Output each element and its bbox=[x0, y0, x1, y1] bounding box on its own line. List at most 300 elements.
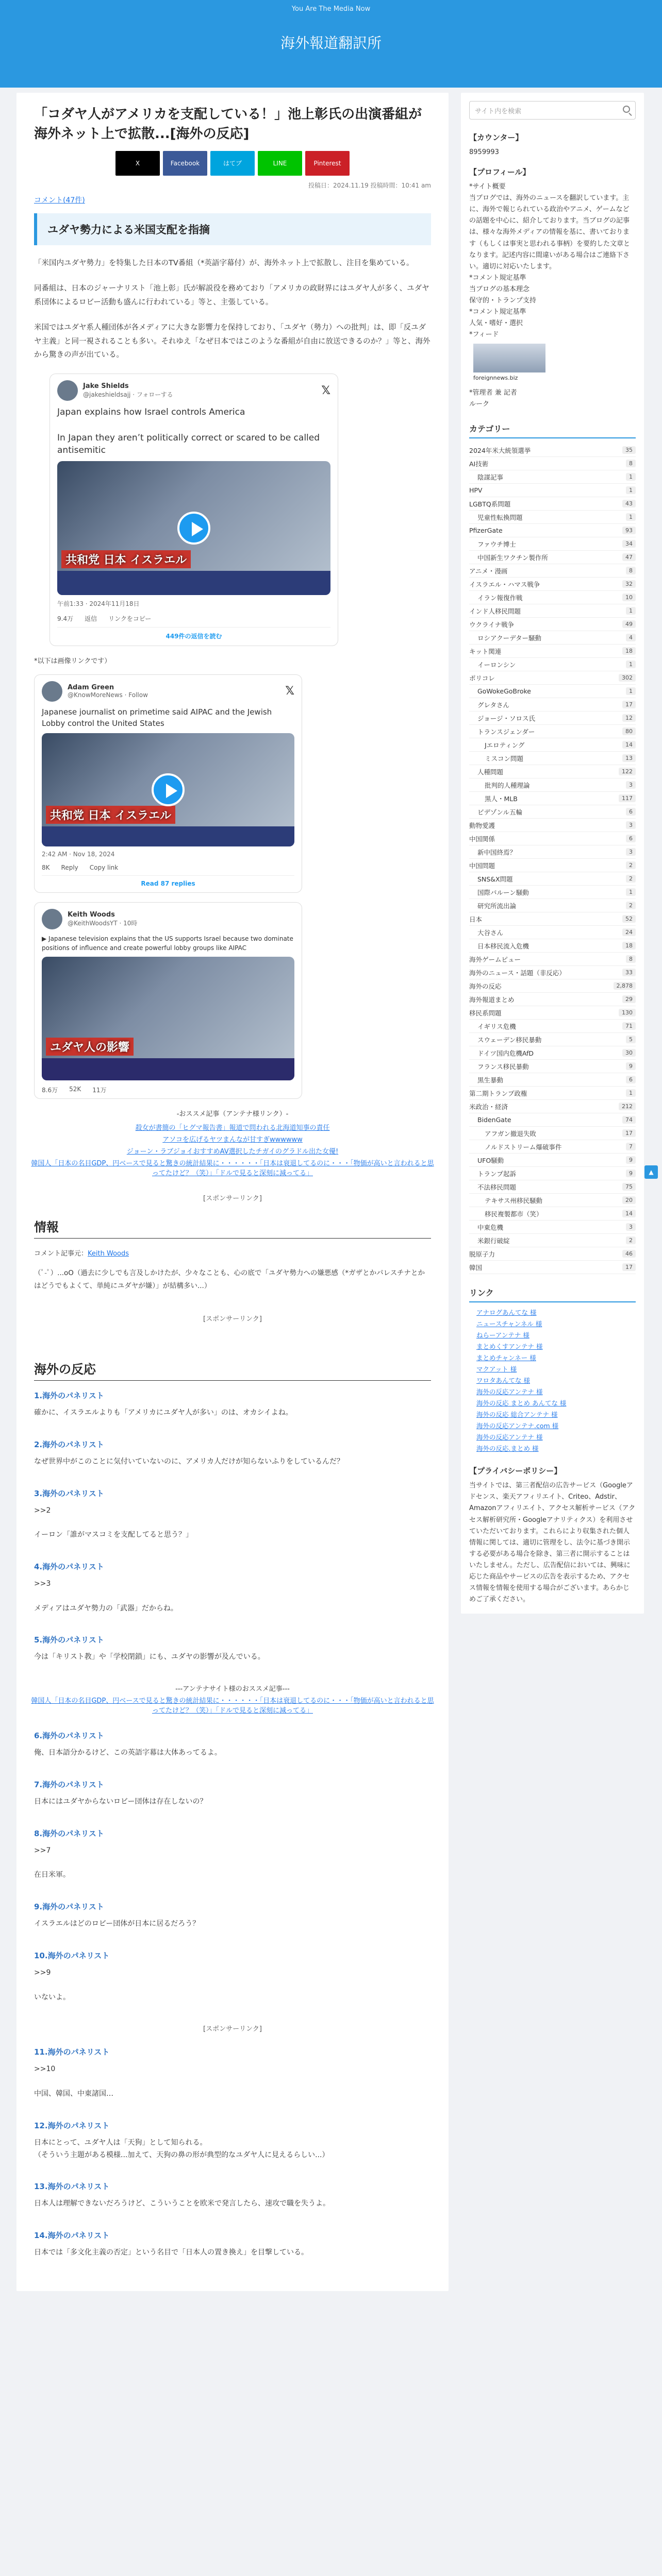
comment-list bbox=[29, 1390, 436, 2259]
feed-image[interactable] bbox=[473, 344, 545, 372]
category-label[interactable]: BidenGate bbox=[477, 1116, 511, 1124]
share-button-line[interactable]: LINE bbox=[258, 151, 302, 176]
video-caption: 共和党 日本 イスラエル bbox=[61, 550, 191, 568]
scroll-top-button[interactable]: ▲ bbox=[644, 1165, 658, 1179]
category-item[interactable] bbox=[469, 470, 636, 484]
category-count: 1 bbox=[626, 486, 636, 494]
category-count: 71 bbox=[622, 1022, 636, 1030]
category-count: 2 bbox=[626, 1236, 636, 1244]
post-date: 投稿日：2024.11.19 投稿時間：10:41 am bbox=[308, 182, 431, 190]
blogroll-link[interactable]: アナログあんてな 様 bbox=[476, 1309, 537, 1317]
blogroll-link[interactable]: マクアット 様 bbox=[476, 1365, 517, 1374]
comment-text: 日本では「多文化主義の否定」という名目で「日本人の置き換え」を目撃している。 bbox=[34, 2248, 308, 2257]
comment-text: 確かに、イスラエルよりも「アメリカにユダヤ人が多い」のは、オカシイよね。 bbox=[34, 1409, 293, 1417]
category-item[interactable] bbox=[469, 658, 636, 671]
category-count: 130 bbox=[619, 1009, 636, 1016]
search-icon[interactable] bbox=[623, 106, 630, 113]
embedded-tweet-2[interactable] bbox=[34, 674, 302, 893]
category-count: 117 bbox=[619, 794, 636, 802]
category-label[interactable]: 新中国終焉？ bbox=[477, 848, 517, 856]
category-count: 17 bbox=[622, 1129, 636, 1137]
category-item[interactable] bbox=[469, 671, 636, 685]
category-label[interactable]: ロシアクーデター騒動 bbox=[477, 634, 542, 642]
category-count: 8 bbox=[626, 955, 636, 963]
category-count: 43 bbox=[622, 500, 636, 507]
link-list bbox=[469, 1308, 636, 1453]
category-label[interactable]: 韓国 bbox=[469, 1263, 483, 1272]
blogroll-link[interactable]: 海外の反応アンテナ 様 bbox=[476, 1433, 543, 1442]
category-label[interactable]: 移民系問題 bbox=[469, 1009, 502, 1017]
category-label[interactable]: UFO騒動 bbox=[477, 1156, 504, 1164]
category-item[interactable] bbox=[469, 966, 636, 979]
commenter-name: 10.海外のパネリスト bbox=[34, 1951, 110, 1960]
category-count: 3 bbox=[626, 1223, 636, 1231]
category-label[interactable]: 第二期トランプ政権 bbox=[469, 1089, 527, 1097]
like-count[interactable]: 9.4万 bbox=[57, 615, 74, 622]
category-count: 75 bbox=[622, 1183, 636, 1191]
category-item[interactable] bbox=[469, 591, 636, 604]
links-title: リンク bbox=[469, 1286, 636, 1302]
category-item[interactable] bbox=[469, 497, 636, 511]
category-count: 49 bbox=[622, 620, 636, 628]
commenter-name: 4.海外のパネリスト bbox=[34, 1562, 104, 1572]
category-item[interactable] bbox=[469, 578, 636, 591]
category-item[interactable] bbox=[469, 1033, 636, 1046]
category-item[interactable] bbox=[469, 792, 636, 805]
paragraph-2: 同番組は、日本のジャーナリスト「池上彰」氏が解説役を務めており「アメリカの政財界にはユダヤ人が多く、ユダヤ系団体によるロビー活動も盛んに行われている」等と、主張している。 bbox=[34, 284, 429, 307]
commenter-name: 13.海外のパネリスト bbox=[34, 2182, 110, 2192]
category-count: 5 bbox=[626, 1036, 636, 1043]
category-label[interactable]: グレタさん bbox=[477, 701, 510, 709]
category-list bbox=[469, 444, 636, 1274]
category-label[interactable]: インド人移民問題 bbox=[469, 607, 521, 615]
category-label[interactable]: ポリコレ bbox=[469, 674, 495, 682]
tweet-text: Japanese journalist on primetime said AIPAC and the Jewish Lobby control the United States bbox=[42, 707, 272, 728]
category-label[interactable]: 日本 bbox=[469, 915, 483, 923]
category-label[interactable]: ノルドストリーム爆破事件 bbox=[485, 1143, 562, 1151]
category-item[interactable] bbox=[469, 484, 636, 497]
search-input[interactable]: サイト内を検索 bbox=[475, 107, 522, 115]
category-count: 13 bbox=[622, 754, 636, 762]
category-item[interactable] bbox=[469, 926, 636, 939]
category-item[interactable] bbox=[469, 511, 636, 524]
play-icon[interactable] bbox=[152, 773, 185, 806]
sponsor-label: [スポンサーリンク] bbox=[203, 2025, 262, 2033]
reply-button[interactable]: 返信 bbox=[85, 615, 97, 622]
category-label[interactable]: 大谷さん bbox=[477, 928, 504, 937]
category-item[interactable] bbox=[469, 645, 636, 658]
category-item[interactable] bbox=[469, 912, 636, 926]
category-label[interactable]: SNS&X問題 bbox=[477, 875, 513, 883]
category-label[interactable]: イギリス危機 bbox=[477, 1022, 516, 1030]
category-item[interactable] bbox=[469, 1100, 636, 1113]
category-item[interactable] bbox=[469, 725, 636, 738]
comment-text: イスラエルはどのロビー団体が日本に居るだろう？ bbox=[34, 1920, 200, 1928]
tweet-text: Japan explains how Israel controls America In Japan they aren’t politically correct or scared to be called antisemitic bbox=[57, 407, 320, 456]
category-label[interactable]: AI技術 bbox=[469, 460, 489, 468]
category-count: 1 bbox=[626, 687, 636, 695]
category-item[interactable] bbox=[469, 752, 636, 765]
category-label[interactable]: 海外の反応 bbox=[469, 982, 502, 990]
category-item[interactable] bbox=[469, 939, 636, 953]
info-body: （ﾟ-ﾟ）...oO（過去に少しでも言及しかけたが、少々なことも、心の底で「ユダヤ勢力への嫌悪感（*ガザとかパレスチナとかはどうでもよくて、単純にユダヤが嫌）」が結構多い...） bbox=[34, 1269, 425, 1291]
blogroll-link[interactable]: ねらーアンテナ 様 bbox=[476, 1331, 529, 1340]
recommend-title: -おススメ記事（アンテナ様リンク）- bbox=[176, 1110, 289, 1118]
category-label[interactable]: 不法移民問題 bbox=[477, 1183, 517, 1191]
copy-link-button[interactable]: Copy link bbox=[89, 864, 119, 872]
rule-link[interactable]: 保守的・トランプ支持 bbox=[469, 297, 537, 305]
category-label[interactable]: トランプ起訴 bbox=[477, 1170, 517, 1178]
tweet-author: Jake Shields bbox=[83, 382, 129, 391]
category-item[interactable] bbox=[469, 1113, 636, 1127]
category-item[interactable] bbox=[469, 738, 636, 752]
category-count: 74 bbox=[622, 1116, 636, 1124]
feed-caption: foreignnews.biz bbox=[473, 375, 518, 382]
tweet-handle[interactable]: @KeithWoodsYT · 10時 bbox=[68, 920, 138, 927]
category-count: 2 bbox=[626, 902, 636, 909]
blogroll-link[interactable]: 海外の反応 まとめ あんてな 様 bbox=[476, 1399, 567, 1408]
category-item[interactable] bbox=[469, 698, 636, 711]
comment-count-link[interactable]: コメント(47件) bbox=[34, 196, 85, 205]
category-label[interactable]: 児童性転換問題 bbox=[477, 513, 523, 521]
category-label[interactable]: PfizerGate bbox=[469, 527, 503, 535]
category-label[interactable]: ミスコン問題 bbox=[485, 754, 524, 762]
category-item[interactable] bbox=[469, 524, 636, 537]
antenna-title: ---アンテナサイト様のおススメ記事--- bbox=[175, 1685, 290, 1693]
avatar bbox=[42, 681, 62, 702]
site-header bbox=[0, 0, 662, 88]
category-item[interactable] bbox=[469, 872, 636, 886]
category-label[interactable]: イスラエル・ハマス戦争 bbox=[469, 580, 540, 588]
category-label[interactable]: 海外報道まとめ bbox=[469, 995, 515, 1004]
recommend-link[interactable]: 韓国人「日本の名目GDP、円ベースで見ると驚きの統計結果に・・・・・・「日本は衰退してるのに・・・「物価が高いと言われると思ってたけど？（笑）」「ドルで見ると深刻に減ってる」 bbox=[31, 1160, 434, 1178]
recommended-articles bbox=[29, 1108, 436, 1177]
commenter-name: 12.海外のパネリスト bbox=[34, 2121, 110, 2130]
category-item[interactable] bbox=[469, 1180, 636, 1194]
category-count: 212 bbox=[619, 1103, 636, 1110]
section-heading: ユダヤ勢力による米国支配を指摘 bbox=[34, 213, 431, 245]
category-label[interactable]: 2024年米大統領選挙 bbox=[469, 446, 531, 454]
recommend-link[interactable]: ジョーン・ラブジョイおすすめAV選択したチガイのグラドル出た女優! bbox=[126, 1148, 339, 1156]
category-item[interactable] bbox=[469, 899, 636, 912]
read-replies-link[interactable]: Read 87 replies bbox=[42, 875, 294, 892]
category-count: 2,878 bbox=[614, 982, 636, 990]
blogroll-link[interactable]: ニュースチャンネル 様 bbox=[476, 1320, 542, 1328]
category-count: 47 bbox=[622, 553, 636, 561]
category-count: 32 bbox=[622, 580, 636, 588]
admin-label: *管理者 兼 記者 bbox=[469, 389, 517, 397]
category-label[interactable]: 批判的人種理論 bbox=[485, 781, 530, 789]
category-item[interactable] bbox=[469, 1060, 636, 1073]
rule-link[interactable]: 当ブログの基本理念 bbox=[469, 285, 530, 293]
category-item[interactable] bbox=[469, 953, 636, 966]
category-label[interactable]: ウクライナ戦争 bbox=[469, 620, 515, 629]
category-count: 12 bbox=[622, 714, 636, 722]
commenter-name: 11.海外のパネリスト bbox=[34, 2047, 110, 2057]
category-count: 1 bbox=[626, 513, 636, 521]
category-item[interactable] bbox=[469, 886, 636, 899]
tweet-date: 午前1:33 · 2024年11月18日 bbox=[57, 600, 140, 607]
commenter-name: 7.海外のパネリスト bbox=[34, 1780, 104, 1789]
category-label[interactable]: トランスジェンダー bbox=[477, 727, 535, 736]
category-count: 29 bbox=[622, 995, 636, 1003]
x-logo-icon[interactable]: 𝕏 bbox=[285, 685, 294, 698]
category-count: 30 bbox=[622, 1049, 636, 1057]
comment-source-label: コメント記事元： bbox=[34, 1250, 88, 1258]
antenna-recommend bbox=[29, 1683, 436, 1715]
category-item[interactable] bbox=[469, 537, 636, 551]
read-replies-link[interactable]: 449件の返信を読む bbox=[57, 627, 330, 646]
article bbox=[16, 93, 449, 2291]
recommend-link[interactable]: 殺女が書簡の「ヒグマ報告書」報道で問われる北海道知事の責任 bbox=[135, 1124, 330, 1132]
commenter-name: 5.海外のパネリスト bbox=[34, 1635, 104, 1645]
category-label[interactable]: 日本移民流入危機 bbox=[477, 942, 529, 950]
category-label[interactable]: ファウチ博士 bbox=[477, 540, 516, 548]
share-button-facebook[interactable]: Facebook bbox=[163, 151, 207, 176]
blogroll-link[interactable]: ワロタあんてな 様 bbox=[476, 1377, 530, 1385]
tweet-video[interactable] bbox=[42, 733, 294, 846]
image-link-note: *以下は画像リンクです） bbox=[34, 657, 111, 665]
like-count[interactable]: 8K bbox=[42, 864, 50, 872]
category-count: 6 bbox=[626, 1076, 636, 1083]
rule-link[interactable]: *コメント規定基準 bbox=[469, 274, 526, 282]
tweet-handle[interactable]: @KnowMoreNews · Follow bbox=[68, 691, 148, 699]
category-label[interactable]: 移民複製都市（笑） bbox=[485, 1210, 543, 1218]
share-button-pinterest[interactable]: Pinterest bbox=[305, 151, 350, 176]
category-label[interactable]: ジョージ・ソロス氏 bbox=[477, 714, 536, 722]
category-item[interactable] bbox=[469, 444, 636, 457]
category-item[interactable] bbox=[469, 1154, 636, 1167]
category-item[interactable] bbox=[469, 457, 636, 470]
sidebar bbox=[461, 93, 644, 1614]
category-label[interactable]: 人種問題 bbox=[477, 768, 504, 776]
rule-link[interactable]: *コメント規定基準 bbox=[469, 308, 526, 316]
category-label[interactable]: キット関連 bbox=[469, 647, 502, 655]
category-item[interactable] bbox=[469, 832, 636, 845]
like-count[interactable]: 8.6万 bbox=[42, 1087, 58, 1094]
category-label[interactable]: 中国問題 bbox=[469, 861, 495, 870]
category-item[interactable] bbox=[469, 1207, 636, 1221]
category-label[interactable]: 米政治・経済 bbox=[469, 1103, 508, 1111]
comment-source-link[interactable]: Keith Woods bbox=[88, 1250, 129, 1258]
category-label[interactable]: 海外ゲームピュー bbox=[469, 955, 521, 963]
category-count: 3 bbox=[626, 781, 636, 789]
category-label[interactable]: 中国新生ワクチン製作所 bbox=[477, 553, 548, 562]
category-item[interactable] bbox=[469, 1194, 636, 1207]
category-count: 7 bbox=[626, 1143, 636, 1150]
share-buttons bbox=[29, 151, 436, 176]
category-item[interactable] bbox=[469, 859, 636, 872]
category-count: 9 bbox=[626, 1170, 636, 1177]
category-count: 18 bbox=[622, 647, 636, 655]
category-count: 80 bbox=[622, 727, 636, 735]
category-count: 6 bbox=[626, 808, 636, 816]
category-count: 1 bbox=[626, 1089, 636, 1097]
category-count: 1 bbox=[626, 888, 636, 896]
category-label[interactable]: 黒生暴動 bbox=[477, 1076, 504, 1084]
video-caption: ユダヤ人の影響 bbox=[46, 1038, 134, 1056]
category-item[interactable] bbox=[469, 993, 636, 1006]
profile-subtitle: *サイト概要 bbox=[469, 183, 506, 191]
category-label[interactable]: HPV bbox=[469, 486, 483, 495]
category-count: 20 bbox=[622, 1196, 636, 1204]
play-icon[interactable] bbox=[177, 512, 210, 545]
profile-text: 当ブログでは、海外のニュースを翻訳しています。主に、海外で報じられている政治やアニメ、ゲームなどの話題を中心に、紹介しております。当ブログの記事は、様々な海外メディアの情報を基に、書いております（もしくは事実と思われる事柄）を要約した文章となります。記述内容に間違いがある場合はご連絡下さい。適切に対応いたします。 bbox=[469, 194, 631, 270]
post-meta bbox=[34, 181, 431, 190]
tweet-video[interactable] bbox=[42, 957, 294, 1080]
category-label[interactable]: テキサス州移民騒動 bbox=[485, 1196, 543, 1205]
x-logo-icon[interactable]: 𝕏 bbox=[321, 384, 330, 397]
category-item[interactable] bbox=[469, 778, 636, 792]
site-search[interactable] bbox=[469, 101, 636, 120]
reactions-heading: 海外の反応 bbox=[34, 1359, 431, 1381]
category-item[interactable] bbox=[469, 604, 636, 618]
category-item[interactable] bbox=[469, 1046, 636, 1060]
category-label[interactable]: スウェーデン移民暴動 bbox=[477, 1036, 542, 1044]
category-count: 52 bbox=[622, 915, 636, 923]
category-item[interactable] bbox=[469, 1221, 636, 1234]
category-item[interactable] bbox=[469, 1234, 636, 1247]
embedded-tweet-1[interactable] bbox=[49, 374, 338, 646]
category-count: 302 bbox=[619, 674, 636, 682]
category-count: 9 bbox=[626, 1062, 636, 1070]
category-label[interactable]: 米銀行破綻 bbox=[477, 1236, 510, 1245]
category-label[interactable]: 黒人・MLB bbox=[485, 794, 518, 803]
avatar bbox=[57, 380, 78, 401]
category-item[interactable] bbox=[469, 1127, 636, 1140]
category-count: 1 bbox=[626, 607, 636, 615]
category-label[interactable]: 中東危機 bbox=[477, 1223, 504, 1231]
category-label[interactable]: 中国関係 bbox=[469, 835, 495, 843]
blogroll-link[interactable]: 海外の反応アンテナ.com 様 bbox=[476, 1422, 559, 1430]
share-button-x[interactable]: X bbox=[115, 151, 160, 176]
category-item[interactable] bbox=[469, 1140, 636, 1154]
comment-text: 俺、日本語分かるけど、この英語字幕は大体あってるよ。 bbox=[34, 1749, 222, 1757]
category-label[interactable]: イラン報復作戦 bbox=[477, 594, 523, 602]
category-item[interactable] bbox=[469, 711, 636, 725]
category-label[interactable]: 研究所流出論 bbox=[477, 902, 517, 910]
reply-button[interactable]: 52K bbox=[69, 1086, 81, 1093]
category-item[interactable] bbox=[469, 845, 636, 859]
recommend-link[interactable]: アソコを広げるヤツまんなが甘すぎwwwwww bbox=[162, 1136, 303, 1144]
category-count: 17 bbox=[622, 701, 636, 708]
category-item[interactable] bbox=[469, 1073, 636, 1087]
category-label[interactable]: 海外のニュース・話題（非反応） bbox=[469, 969, 566, 977]
embedded-tweet-3[interactable] bbox=[34, 902, 302, 1099]
blogroll-link[interactable]: 海外の反応アンテナ 様 bbox=[476, 1388, 543, 1396]
category-label[interactable]: GoWokeGoBroke bbox=[477, 687, 531, 696]
category-item[interactable] bbox=[469, 1087, 636, 1100]
comment-text: 日本人は理解できないだろうけど、こういうことを欧米で発言したら、速攻で職を失うよ。 bbox=[34, 2199, 330, 2208]
sponsor-label: [スポンサーリンク] bbox=[203, 1195, 262, 1203]
category-item[interactable] bbox=[469, 631, 636, 645]
tweet-text: ▶ Japanese television explains that the US supports Israel because two dominate positions of influence and create powerful lobby groups like AIPAC bbox=[42, 935, 293, 952]
category-item[interactable] bbox=[469, 805, 636, 819]
rule-links bbox=[469, 273, 636, 341]
category-item[interactable] bbox=[469, 1261, 636, 1274]
category-label[interactable]: 陰謀記事 bbox=[477, 473, 504, 481]
paragraph-1: 「米国内ユダヤ勢力」を特集した日本のTV番組（*英語字幕付）が、海外ネット上で拡散し、注目を集めている。 bbox=[34, 259, 414, 268]
privacy-title: 【プライバシーポリシー】 bbox=[469, 1466, 562, 1476]
commenter-name: 6.海外のパネリスト bbox=[34, 1731, 104, 1741]
category-label[interactable]: 脱原子力 bbox=[469, 1250, 495, 1258]
tweet-handle[interactable]: @jakeshieldsajj · フォローする bbox=[83, 391, 173, 399]
category-item[interactable] bbox=[469, 551, 636, 564]
category-count: 24 bbox=[622, 928, 636, 936]
comment-text: >>9 いないよ。 bbox=[34, 1968, 70, 2002]
category-label[interactable]: アニメ・漫画 bbox=[469, 567, 508, 575]
commenter-name: 1.海外のパネリスト bbox=[34, 1391, 104, 1401]
counter-value: 8959993 bbox=[469, 148, 499, 156]
tweet-video[interactable] bbox=[57, 461, 330, 595]
counter-title: 【カウンター】 bbox=[469, 133, 523, 142]
category-count: 10 bbox=[622, 594, 636, 601]
category-count: 34 bbox=[622, 540, 636, 548]
category-item[interactable] bbox=[469, 1247, 636, 1261]
category-item[interactable] bbox=[469, 1020, 636, 1033]
category-item[interactable] bbox=[469, 979, 636, 993]
category-count: 3 bbox=[626, 821, 636, 829]
category-item[interactable] bbox=[469, 685, 636, 698]
category-label[interactable]: ビデゾンル五輪 bbox=[477, 808, 523, 816]
rule-link[interactable]: 人気・嗜好・選択 bbox=[469, 319, 523, 328]
category-count: 17 bbox=[622, 1263, 636, 1271]
category-item[interactable] bbox=[469, 765, 636, 778]
blogroll-link[interactable]: まとめくすアンテナ 様 bbox=[476, 1343, 543, 1351]
antenna-link[interactable]: 韓国人「日本の名目GDP、円ベースで見ると驚きの統計結果に・・・・・・「日本は衰退してるのに・・・「物価が高いと言われると思ってたけど？（笑）」「ドルで見ると深刻に減ってる」 bbox=[31, 1697, 434, 1715]
category-label[interactable]: アフガン撤退失敗 bbox=[485, 1129, 536, 1138]
copy-link-button[interactable]: リンクをコピー bbox=[108, 615, 152, 622]
rule-link[interactable]: *フィード bbox=[469, 331, 499, 339]
comment-text: >>7 在日米軍。 bbox=[34, 1846, 70, 1879]
blogroll-link[interactable]: 海外の反応.まとめ 様 bbox=[476, 1445, 539, 1453]
category-label[interactable]: ドイツ国内危機AfD bbox=[477, 1049, 534, 1057]
category-count: 1 bbox=[626, 473, 636, 481]
category-item[interactable] bbox=[469, 1006, 636, 1020]
category-item[interactable] bbox=[469, 1167, 636, 1180]
category-count: 4 bbox=[626, 634, 636, 641]
category-label[interactable]: イーロンシン bbox=[477, 660, 516, 669]
category-item[interactable] bbox=[469, 564, 636, 578]
category-label[interactable]: LGBTQ系問題 bbox=[469, 500, 511, 508]
category-label[interactable]: フランス移民暴動 bbox=[477, 1062, 529, 1071]
category-count: 1 bbox=[626, 660, 636, 668]
category-count: 14 bbox=[622, 741, 636, 749]
copy-link-button[interactable]: 11万 bbox=[92, 1087, 107, 1094]
comment-text: >>10 中国、韓国、中東諸国… bbox=[34, 2065, 113, 2098]
category-label[interactable]: 国際バルーン騒動 bbox=[477, 888, 529, 896]
comment-text: >>2 イーロン「誰がマスコミを支配してると思う？」 bbox=[34, 1506, 193, 1539]
blogroll-link[interactable]: 海外の反応 総合アンテナ 様 bbox=[476, 1411, 558, 1419]
category-label[interactable]: Jエロティング bbox=[485, 741, 525, 749]
category-label[interactable]: 動物愛護 bbox=[469, 821, 495, 829]
share-button-はてブ[interactable]: はてブ bbox=[210, 151, 255, 176]
category-count: 122 bbox=[619, 768, 636, 775]
category-item[interactable] bbox=[469, 618, 636, 631]
category-count: 35 bbox=[622, 446, 636, 454]
comment-text: なぜ世界中がこのことに気付いていないのに、アメリカ人だけが知らないふりをしているんだ？ bbox=[34, 1457, 344, 1466]
comment-text: 今は「キリスト教」や「学校閉鎖」にも、ユダヤの影響が及んでいる。 bbox=[34, 1653, 265, 1662]
paragraph-3: 米国ではユダヤ系人種団体が各メディアに大きな影響力を保持しており、「ユダヤ（勢力）への批判」は、即「反ユダヤ主義」と同一視されることも多い。それゆえ「なぜ日本ではこのような番組が自由に放送できるのか？」等と、海外から驚きの声が出ている。 bbox=[34, 323, 431, 360]
category-item[interactable] bbox=[469, 819, 636, 832]
site-title[interactable]: 海外報道翻訳所 bbox=[280, 35, 382, 52]
site-tagline: You Are The Media Now bbox=[291, 5, 371, 13]
reply-button[interactable]: Reply bbox=[61, 864, 78, 872]
video-caption: 共和党 日本 イスラエル bbox=[46, 806, 175, 824]
commenter-name: 2.海外のパネリスト bbox=[34, 1439, 104, 1449]
blogroll-link[interactable]: まとめチャンネー 様 bbox=[476, 1354, 536, 1362]
category-count: 3 bbox=[626, 848, 636, 856]
